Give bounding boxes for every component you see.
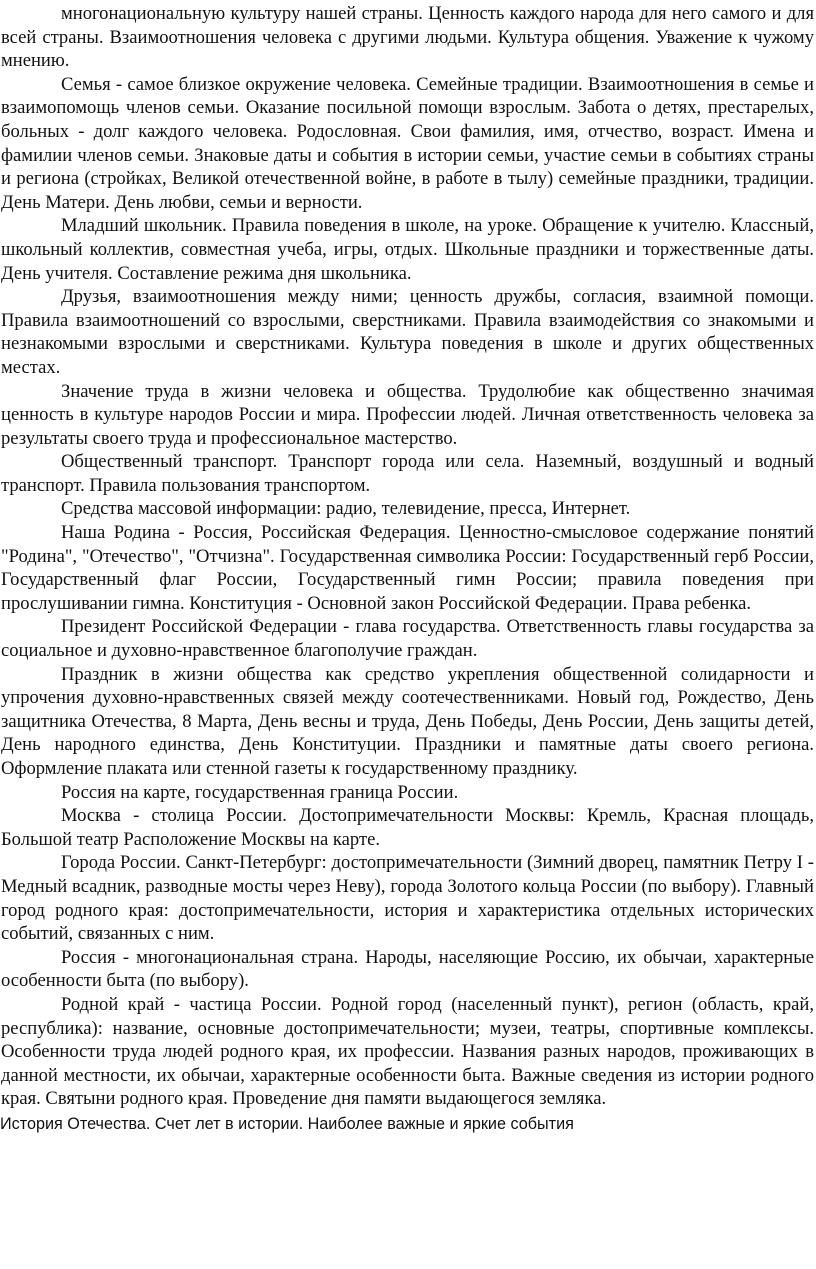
paragraph-schoolchild: Младший школьник. Правила поведения в школе, на уроке. Обращение к учителю. Классный, школьный коллектив, совместная учеба, игры, отдых. Школьные праздники и торжественные даты. День учителя. Составление режима дня школьника. — [1, 215, 814, 284]
paragraph-media: Средства массовой информации: радио, телевидение, пресса, Интернет. — [61, 498, 631, 520]
paragraph-homeland: Наша Родина - Россия, Российская Федерация. Ценностно-смысловое содержание понятий "Родина", "Отечество", "Отчизна". Государственная символика России: Государственный герб России, Государственный флаг России, Государственный гимн России; правила поведения при прослушивании гимна. Конституция - Основной закон Российской Федерации. Права ребенка. — [1, 522, 814, 614]
paragraph-president: Президент Российской Федерации - глава государства. Ответственность главы государства за социальное и духовно-нравственное благополучие граждан. — [1, 616, 814, 662]
paragraph-family: Семья - самое близкое окружение человека. Семейные традиции. Взаимоотношения в семье и взаимопомощь членов семьи. Оказание посильной помощи взрослым. Забота о детях, престарелых, больных - долг каждого человека. Родословная. Свои фамилия, имя, отчество, возраст. Имена и фамилии членов семьи. Знаковые даты и события в истории семьи, участие семьи в событиях страны и региона (стройках, Великой отечественной войне, в работе в тылу) семейные праздники, традиции. День Матери. День любви, семьи и верности. — [1, 73, 814, 213]
paragraph-labor: Значение труда в жизни человека и общества. Трудолюбие как общественно значимая ценность в культуре народов России и мира. Профессии людей. Личная ответственность человека за результаты своего труда и профессиональное мастерство. — [1, 380, 814, 449]
document-body — [1, 2, 814, 1111]
section-heading-history: История Отечества. Счет лет в истории. Наиболее важные и яркие события — [0, 1114, 574, 1133]
paragraph-holidays: Праздник в жизни общества как средство укрепления общественной солидарности и упрочения духовно-нравственных связей между соотечественниками. Новый год, Рождество, День защитника Отечества, 8 Марта, День весны и труда, День Победы, День России, День защиты детей, День народного единства, День Конституции. Праздники и памятные даты своего региона. Оформление плаката или стенной газеты к государственному празднику. — [1, 663, 814, 779]
paragraph-map: Россия на карте, государственная граница России. — [61, 781, 459, 803]
paragraph-native-land: Родной край - частица России. Родной город (населенный пункт), регион (область, край, республика): название, основные достопримечательности; музеи, театры, спортивные комплексы. Особенности труда людей родного края, их профессии. Названия разных народов, проживающих в данной местности, их обычаи, характерные особенности быта. Важные сведения из истории родного края. Святыни родного края. Проведение дня памяти выдающегося земляка. — [1, 993, 814, 1110]
paragraph-multinational: Россия - многонациональная страна. Народы, населяющие Россию, их обычаи, характерные особенности быта (по выбору). — [1, 946, 814, 992]
paragraph-cities: Города России. Санкт-Петербург: достопримечательности (Зимний дворец, памятник Петру I - Медный всадник, разводные мосты через Неву), города Золотого кольца России (по выбору). Главный город родного края: достопримечательности, история и характеристика отдельных исторических событий, связанных с ним. — [1, 852, 814, 945]
paragraph-moscow: Москва - столица России. Достопримечательности Москвы: Кремль, Красная площадь, Большой театр Расположение Москвы на карте. — [1, 805, 814, 850]
paragraph-friends: Друзья, взаимоотношения между ними; ценность дружбы, согласия, взаимной помощи. Правила взаимоотношений со взрослыми, сверстниками. Правила взаимодействия со знакомыми и незнакомыми взрослыми и сверстниками. Культура поведения в школе и других общественных местах. — [1, 286, 814, 378]
paragraph-transport: Общественный транспорт. Транспорт города или села. Наземный, воздушный и водный транспорт. Правила пользования транспортом. — [1, 451, 814, 496]
paragraph-culture-continuation: многонациональную культуру нашей страны. Ценность каждого народа для него самого и для всей страны. Взаимоотношения человека с другими людьми. Культура общения. Уважение к чужому мнению. — [1, 3, 814, 72]
